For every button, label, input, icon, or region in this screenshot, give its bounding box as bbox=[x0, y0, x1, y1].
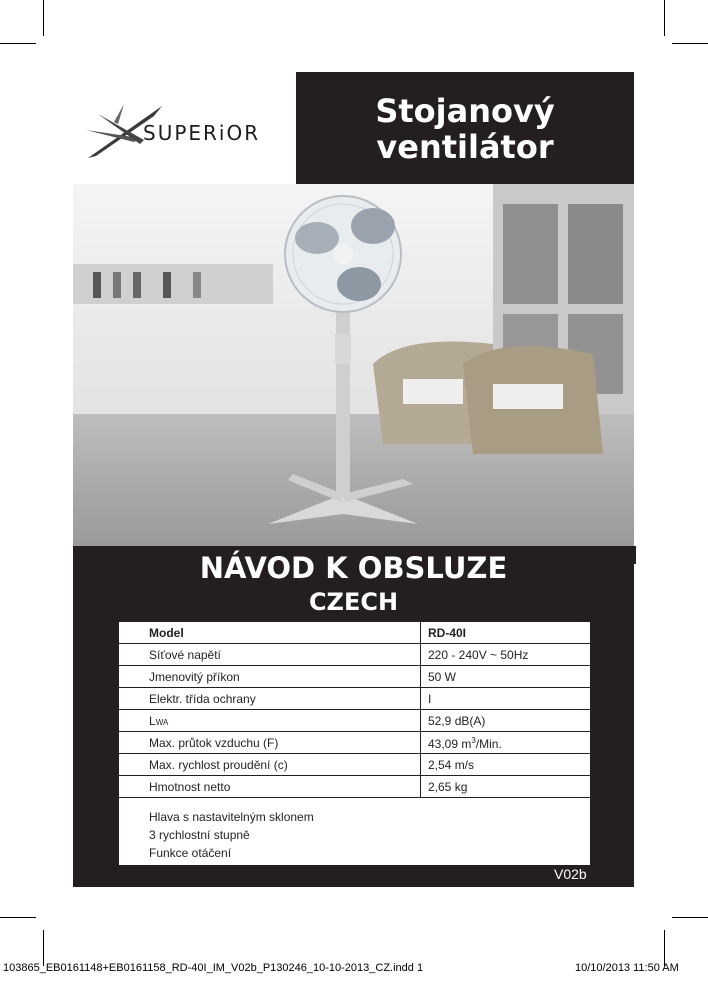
table-row bbox=[119, 644, 590, 666]
header-value: RD-40I bbox=[428, 626, 467, 640]
version-label: V02b bbox=[554, 866, 587, 882]
column-divider bbox=[420, 644, 421, 665]
spec-table bbox=[118, 621, 591, 866]
features-list bbox=[149, 808, 314, 862]
row-value: 2,54 m/s bbox=[428, 758, 475, 772]
feature-item: 3 rychlostní stupně bbox=[149, 828, 250, 842]
row-value: 50 W bbox=[428, 670, 457, 684]
row-label bbox=[149, 714, 168, 728]
title-line-2: ventilátor bbox=[376, 128, 554, 166]
product-photo bbox=[73, 184, 634, 546]
crop-mark bbox=[664, 930, 665, 966]
feature-item: Hlava s nastavitelným sklonem bbox=[149, 810, 314, 824]
column-divider bbox=[420, 622, 421, 643]
column-divider bbox=[420, 710, 421, 731]
row-label: Max. rychlost proudění (c) bbox=[149, 758, 288, 772]
table-row bbox=[119, 666, 590, 688]
row-value bbox=[428, 736, 502, 751]
manual-heading: NÁVOD K OBSLUZE bbox=[199, 551, 508, 585]
column-divider bbox=[420, 754, 421, 775]
print-filename: 103865_EB0161148+EB0161158_RD-40I_IM_V02b_P130246_10-10-2013_CZ.indd 1 bbox=[3, 962, 424, 974]
header-label: Model bbox=[149, 626, 184, 640]
print-timestamp: 10/10/2013 11:50 AM bbox=[575, 962, 679, 974]
row-label: Elektr. třída ochrany bbox=[149, 692, 256, 706]
column-divider bbox=[420, 666, 421, 687]
brand-logo-text: SUPERiOR bbox=[143, 121, 261, 145]
row-label: Jmenovitý příkon bbox=[149, 670, 240, 684]
row-value: 2,65 kg bbox=[428, 780, 468, 794]
crop-mark bbox=[672, 917, 708, 918]
flow-value: 43,09 m bbox=[428, 737, 472, 751]
table-row bbox=[119, 710, 590, 732]
flow-unit-tail: /Min. bbox=[475, 737, 502, 751]
table-row bbox=[119, 688, 590, 710]
lwa-subscript: WA bbox=[155, 718, 169, 727]
crop-mark bbox=[0, 917, 36, 918]
column-divider bbox=[420, 776, 421, 797]
row-label: Max. průtok vzduchu (F) bbox=[149, 736, 279, 750]
table-row bbox=[119, 754, 590, 776]
row-value: 52,9 dB(A) bbox=[428, 714, 486, 728]
crop-mark bbox=[0, 43, 36, 44]
table-row bbox=[119, 732, 590, 754]
title-line-1: Stojanový bbox=[375, 92, 555, 130]
crop-mark bbox=[43, 0, 44, 36]
crop-mark bbox=[672, 43, 708, 44]
crop-mark bbox=[664, 0, 665, 36]
column-divider bbox=[420, 732, 421, 753]
crop-mark bbox=[43, 930, 44, 966]
flow-superscript: 3 bbox=[471, 736, 476, 745]
lwa-main: L bbox=[149, 714, 156, 728]
table-row bbox=[119, 776, 590, 798]
row-label: Síťové napětí bbox=[149, 648, 221, 662]
table-header-row bbox=[119, 622, 590, 644]
row-label: Hmotnost netto bbox=[149, 780, 231, 794]
column-divider bbox=[420, 688, 421, 709]
manual-language: CZECH bbox=[308, 588, 399, 616]
feature-item: Funkce otáčení bbox=[149, 846, 232, 860]
row-value: I bbox=[428, 692, 432, 706]
title-box bbox=[296, 72, 634, 184]
row-value: 220 - 240V ~ 50Hz bbox=[428, 648, 529, 662]
